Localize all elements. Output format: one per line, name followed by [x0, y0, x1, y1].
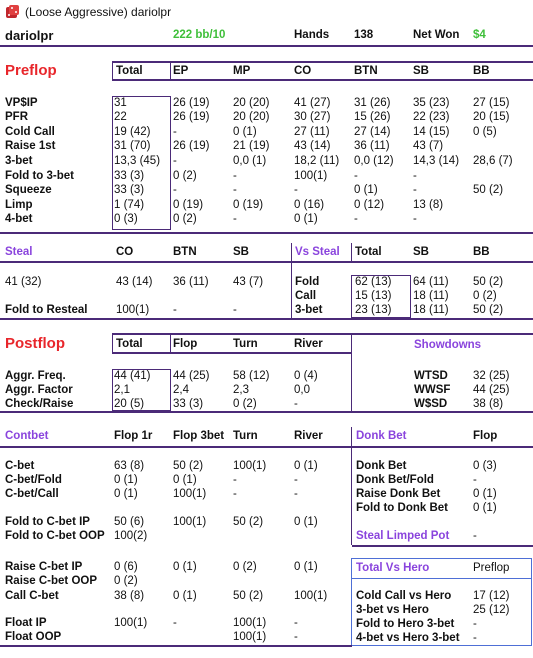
vs-hero-value: - — [473, 618, 477, 630]
preflop-col-bb: BB — [473, 65, 490, 77]
preflop-cell: 36 (11) — [354, 140, 390, 152]
postflop-cell: 2,1 — [114, 384, 130, 396]
steal-title: Steal — [5, 246, 33, 258]
preflop-bottom-rule — [0, 232, 533, 234]
postflop-cell: 2,3 — [233, 384, 249, 396]
contbet-cell: 0 (1) — [294, 516, 318, 528]
contbet-cell: 0 (1) — [173, 561, 197, 573]
steal-bottom-rule — [0, 318, 533, 320]
preflop-cell: 0 (5) — [473, 126, 497, 138]
window-titlebar — [0, 0, 533, 24]
vs-hero-row-label: Fold to Hero 3-bet — [356, 618, 455, 630]
contbet-cell: 0 (1) — [294, 561, 318, 573]
postflop-cell: 0 (2) — [233, 398, 257, 410]
vs-hero-col-preflop: Preflop — [473, 562, 510, 574]
vs-hero-header-rule — [352, 578, 531, 579]
preflop-cell: 1 (74) — [114, 199, 145, 211]
preflop-col-ep: EP — [173, 65, 189, 77]
preflop-cell: 26 (19) — [173, 140, 210, 152]
contbet-cell: 100(1) — [233, 617, 267, 629]
steal-header-rule — [0, 261, 533, 263]
contbet-cell: 0 (1) — [114, 474, 138, 486]
vs-steal-col-sb: SB — [413, 246, 429, 258]
preflop-cell: - — [233, 184, 237, 196]
contbet-cell: 0 (1) — [114, 488, 138, 500]
donk-bottom-rule — [352, 545, 533, 547]
preflop-cell: 31 (26) — [354, 97, 391, 109]
preflop-row-label: VP$IP — [5, 97, 38, 109]
donk-title: Donk Bet — [356, 430, 407, 442]
preflop-cell: 50 (2) — [473, 184, 504, 196]
contbet-cell: 0 (6) — [114, 561, 138, 573]
preflop-cell: - — [294, 184, 298, 196]
contbet-cell: 38 (8) — [114, 590, 145, 602]
bb100-value: 222 bb/10 — [173, 29, 226, 41]
net-won-value: $4 — [473, 29, 486, 41]
preflop-rule-mid — [170, 61, 171, 80]
contbet-header-rule — [0, 446, 352, 448]
contbet-cell: - — [233, 474, 237, 486]
contbet-title: Contbet — [5, 430, 49, 442]
contbet-row-label: Float OOP — [5, 631, 62, 643]
preflop-cell: - — [413, 170, 417, 182]
vs-steal-row-label: Fold — [295, 276, 320, 288]
preflop-row-label: 3-bet — [5, 155, 33, 167]
steal-btn: 36 (11) — [173, 276, 209, 288]
contbet-row-label: C-bet — [5, 460, 35, 472]
postflop-cell: 0,0 — [294, 384, 310, 396]
preflop-cell: 13 (8) — [413, 199, 444, 211]
vs-steal-title: Vs Steal — [295, 246, 340, 258]
contbet-cell: 0 (2) — [114, 575, 138, 587]
preflop-cell: 100(1) — [294, 170, 328, 182]
preflop-cell: 0 (19) — [233, 199, 264, 211]
postflop-row-label: Aggr. Factor — [5, 384, 73, 396]
preflop-cell: - — [233, 170, 237, 182]
showdown-value: 32 (25) — [473, 370, 510, 382]
preflop-cell: 0 (1) — [354, 184, 378, 196]
vs-steal-row-label: 3-bet — [295, 304, 323, 316]
postflop-rule-mid — [170, 333, 171, 353]
contbet-cell: - — [173, 617, 177, 629]
steal-co: 43 (14) — [116, 276, 153, 288]
contbet-col-river: River — [294, 430, 323, 442]
postflop-top-rule — [112, 333, 533, 335]
contbet-cell: - — [294, 474, 298, 486]
preflop-cell: - — [413, 184, 417, 196]
vs-steal-divider — [291, 243, 292, 318]
preflop-cell: 0 (1) — [233, 126, 257, 138]
preflop-cell: 30 (27) — [294, 111, 331, 123]
contbet-cell: 100(1) — [294, 590, 328, 602]
contbet-cell: 50 (2) — [233, 590, 264, 602]
donk-value: 0 (1) — [473, 502, 497, 514]
donk-col-flop: Flop — [473, 430, 498, 442]
donk-value: 0 (3) — [473, 460, 497, 472]
preflop-cell: 0 (3) — [114, 213, 138, 225]
vs-steal-cell: 64 (11) — [413, 276, 449, 288]
dice-icon — [5, 4, 20, 19]
vs-hero-row-label: Cold Call vs Hero — [356, 590, 452, 602]
preflop-cell: 28,6 (7) — [473, 155, 513, 167]
preflop-cell: 43 (14) — [294, 140, 331, 152]
preflop-row-label: Raise 1st — [5, 140, 56, 152]
contbet-row-label: Fold to C-bet OOP — [5, 530, 105, 542]
donk-header-rule — [352, 446, 533, 448]
showdown-label: W$SD — [414, 398, 448, 410]
postflop-cell: 33 (3) — [173, 398, 204, 410]
preflop-col-co: CO — [294, 65, 312, 77]
preflop-cell: 22 — [114, 111, 127, 123]
contbet-cell: 0 (1) — [294, 460, 318, 472]
preflop-row-label: Cold Call — [5, 126, 55, 138]
preflop-cell: - — [233, 213, 237, 225]
preflop-cell: 0 (2) — [173, 170, 197, 182]
vs-hero-value: - — [473, 632, 477, 644]
showdown-label: WTSD — [414, 370, 448, 382]
preflop-cell: 0 (16) — [294, 199, 325, 211]
donk-divider — [351, 427, 352, 545]
contbet-cell: 100(1) — [173, 488, 207, 500]
contbet-cell: 0 (1) — [173, 474, 197, 486]
preflop-header-rule — [112, 79, 533, 81]
vs-steal-col-rule — [351, 243, 352, 262]
preflop-cell: 35 (23) — [413, 97, 450, 109]
contbet-cell: 100(2) — [114, 530, 148, 542]
vs-steal-cell: 50 (2) — [473, 276, 504, 288]
preflop-row-label: Fold to 3-bet — [5, 170, 74, 182]
preflop-cell: 14,3 (14) — [413, 155, 460, 167]
preflop-cell: 0 (12) — [354, 199, 385, 211]
preflop-cell: 21 (19) — [233, 140, 270, 152]
contbet-cell: 50 (2) — [173, 460, 204, 472]
contbet-cell: - — [294, 631, 298, 643]
contbet-row-label: Fold to C-bet IP — [5, 516, 90, 528]
preflop-cell: 0 (2) — [173, 213, 197, 225]
vs-hero-row-label: 4-bet vs Hero 3-bet — [356, 632, 460, 644]
preflop-row-label: 4-bet — [5, 213, 33, 225]
fold-resteal-label: Fold to Resteal — [5, 304, 88, 316]
postflop-cell: 44 (41) — [114, 370, 151, 382]
preflop-cell: - — [354, 170, 358, 182]
preflop-cell: 33 (3) — [114, 184, 145, 196]
preflop-cell: 0 (1) — [294, 213, 318, 225]
fold-resteal-co: 100(1) — [116, 304, 150, 316]
showdown-value: 44 (25) — [473, 384, 510, 396]
vs-steal-row-label: Call — [295, 290, 317, 302]
preflop-title: Preflop — [5, 62, 57, 79]
preflop-col-btn: BTN — [354, 65, 378, 77]
vs-hero-value: 25 (12) — [473, 604, 510, 616]
postflop-row-label: Aggr. Freq. — [5, 370, 66, 382]
donk-row-label: Raise Donk Bet — [356, 488, 441, 500]
donk-value: - — [473, 474, 477, 486]
preflop-cell: - — [354, 213, 358, 225]
steal-sb: 43 (7) — [233, 276, 264, 288]
vs-steal-cell: 15 (13) — [355, 290, 392, 302]
postflop-title: Postflop — [5, 335, 65, 352]
vs-steal-cell: 50 (2) — [473, 304, 504, 316]
preflop-cell: 0,0 (12) — [354, 155, 394, 167]
vs-hero-title: Total Vs Hero — [356, 562, 430, 574]
postflop-row-label: Check/Raise — [5, 398, 74, 410]
preflop-cell: 31 — [114, 97, 127, 109]
preflop-cell: 20 (15) — [473, 111, 510, 123]
showdowns-divider — [351, 333, 352, 411]
donk-row-label: Fold to Donk Bet — [356, 502, 448, 514]
preflop-cell: 13,3 (45) — [114, 155, 161, 167]
postflop-header-rule — [112, 352, 352, 354]
preflop-cell: - — [173, 126, 177, 138]
donk-row-label: Donk Bet — [356, 460, 407, 472]
preflop-top-rule — [112, 61, 533, 63]
steal-col-btn: BTN — [173, 246, 197, 258]
contbet-col-flop1r: Flop 1r — [114, 430, 153, 442]
contbet-cell: 0 (2) — [233, 561, 257, 573]
preflop-cell: 33 (3) — [114, 170, 145, 182]
contbet-col-flop3bet: Flop 3bet — [173, 430, 225, 442]
preflop-cell: 31 (70) — [114, 140, 151, 152]
donk-value: 0 (1) — [473, 488, 497, 500]
header-divider — [0, 45, 533, 47]
contbet-cell: 100(1) — [233, 631, 267, 643]
net-won-label: Net Won — [413, 29, 460, 41]
preflop-cell: 18,2 (11) — [294, 155, 340, 167]
postflop-col-total: Total — [116, 338, 143, 350]
contbet-cell: 100(1) — [114, 617, 148, 629]
vs-steal-col-bb: BB — [473, 246, 490, 258]
preflop-cell: 27 (11) — [294, 126, 330, 138]
steal-limped-label: Steal Limped Pot — [356, 530, 450, 542]
preflop-rule-left — [112, 61, 113, 80]
fold-resteal-btn: - — [173, 304, 177, 316]
postflop-col-flop: Flop — [173, 338, 198, 350]
contbet-row-label: C-bet/Fold — [5, 474, 62, 486]
steal-col-co: CO — [116, 246, 134, 258]
contbet-row-label: Raise C-bet OOP — [5, 575, 98, 587]
contbet-cell: 100(1) — [173, 516, 207, 528]
contbet-cell: 0 (1) — [173, 590, 197, 602]
preflop-cell: 26 (19) — [173, 97, 210, 109]
vs-steal-cell: 62 (13) — [355, 276, 392, 288]
vs-hero-row-label: 3-bet vs Hero — [356, 604, 429, 616]
preflop-col-mp: MP — [233, 65, 251, 77]
donk-row-label: Donk Bet/Fold — [356, 474, 434, 486]
contbet-row-label: Raise C-bet IP — [5, 561, 83, 573]
postflop-cell: 44 (25) — [173, 370, 210, 382]
contbet-cell: - — [294, 488, 298, 500]
fold-resteal-sb: - — [233, 304, 237, 316]
preflop-cell: 15 (26) — [354, 111, 391, 123]
vs-steal-cell: 18 (11) — [413, 304, 449, 316]
postflop-col-river: River — [294, 338, 323, 350]
steal-col-sb: SB — [233, 246, 249, 258]
preflop-cell: - — [413, 213, 417, 225]
contbet-cell: 50 (6) — [114, 516, 145, 528]
preflop-row-label: PFR — [5, 111, 28, 123]
showdowns-title: Showdowns — [414, 339, 482, 351]
window-title: (Loose Aggressive) dariolpr — [25, 5, 172, 19]
showdown-value: 38 (8) — [473, 398, 504, 410]
preflop-cell: 43 (7) — [413, 140, 444, 152]
contbet-col-turn: Turn — [233, 430, 258, 442]
preflop-cell: - — [173, 184, 177, 196]
preflop-cell: 41 (27) — [294, 97, 331, 109]
contbet-cell: - — [294, 617, 298, 629]
preflop-cell: 0,0 (1) — [233, 155, 267, 167]
preflop-cell: 19 (42) — [114, 126, 151, 138]
postflop-cell: 20 (5) — [114, 398, 145, 410]
preflop-cell: - — [173, 155, 177, 167]
preflop-cell: 27 (15) — [473, 97, 510, 109]
postflop-rule-left — [112, 333, 113, 353]
preflop-row-label: Limp — [5, 199, 33, 211]
contbet-row-label: Call C-bet — [5, 590, 59, 602]
vs-steal-col-total: Total — [355, 246, 382, 258]
vs-steal-cell: 18 (11) — [413, 290, 449, 302]
contbet-cell: 63 (8) — [114, 460, 145, 472]
preflop-col-sb: SB — [413, 65, 429, 77]
contbet-bottom-rule — [0, 645, 352, 647]
preflop-cell: 20 (20) — [233, 111, 270, 123]
postflop-cell: 58 (12) — [233, 370, 270, 382]
postflop-bottom-rule — [0, 411, 533, 413]
preflop-cell: 26 (19) — [173, 111, 210, 123]
contbet-cell: - — [233, 488, 237, 500]
postflop-col-turn: Turn — [233, 338, 258, 350]
hands-value: 138 — [354, 29, 374, 41]
preflop-cell: 22 (23) — [413, 111, 450, 123]
hands-label: Hands — [294, 29, 330, 41]
showdown-label: WWSF — [414, 384, 451, 396]
player-name: dariolpr — [5, 28, 54, 43]
preflop-row-label: Squeeze — [5, 184, 52, 196]
postflop-cell: - — [294, 398, 298, 410]
preflop-cell: 14 (15) — [413, 126, 450, 138]
preflop-col-total: Total — [116, 65, 143, 77]
steal-total: 41 (32) — [5, 276, 42, 288]
vs-steal-cell: 23 (13) — [355, 304, 392, 316]
vs-steal-cell: 0 (2) — [473, 290, 497, 302]
preflop-cell: 0 (19) — [173, 199, 204, 211]
contbet-cell: 50 (2) — [233, 516, 264, 528]
postflop-cell: 2,4 — [173, 384, 189, 396]
contbet-row-label: C-bet/Call — [5, 488, 59, 500]
postflop-cell: 0 (4) — [294, 370, 318, 382]
contbet-cell: 100(1) — [233, 460, 267, 472]
steal-limped-value: - — [473, 530, 477, 542]
preflop-cell: 20 (20) — [233, 97, 270, 109]
contbet-row-label: Float IP — [5, 617, 47, 629]
vs-hero-value: 17 (12) — [473, 590, 510, 602]
preflop-cell: 27 (14) — [354, 126, 391, 138]
